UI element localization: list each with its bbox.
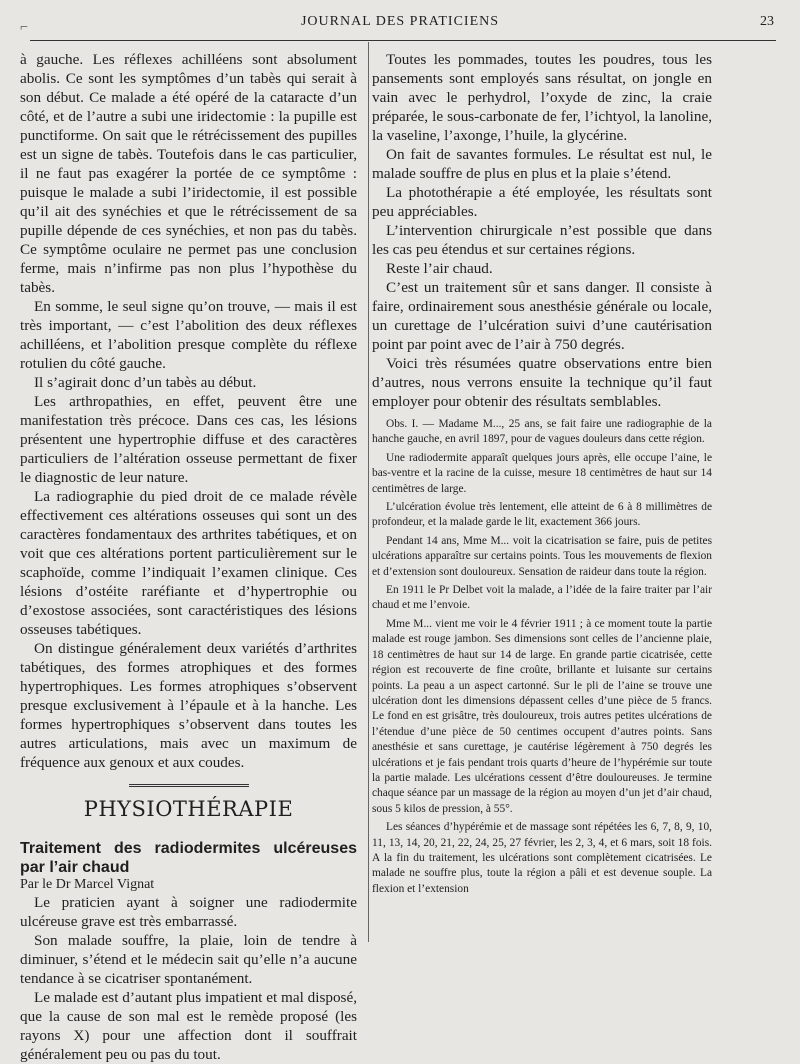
body-paragraph: On fait de savantes formules. Le résultat est nul, le malade souffre de plus en plus et la plaie s’étend. <box>372 146 712 182</box>
observation-paragraph: Une radiodermite apparaît quelques jours après, elle occupe l’aine, le bas-ventre et la racine de la cuisse, mesure 18 centimètres de haut sur 14 centimètres de large. <box>372 451 712 495</box>
right-column <box>372 50 712 897</box>
observation-paragraph: Obs. I. — Madame M..., 25 ans, se fait faire une radiographie de la hanche gauche, en avril 1897, pour de vagues douleurs dans cette région. <box>372 418 712 446</box>
body-paragraph: Les arthropathies, en effet, peuvent être une manifestation très précoce. Dans ces cas, les lésions présentent une hypertrophie diffuse et des caractères particuliers de l’altération osseuse permettant de fixer le diagnostic de leur nature. <box>20 393 357 486</box>
body-paragraph: Reste l’air chaud. <box>386 260 493 277</box>
section-divider <box>129 784 249 787</box>
observation-paragraph: Pendant 14 ans, Mme M... voit la cicatrisation se faire, puis de petites ulcérations apparaître sur certains points. Tous les mouvements de flexion et d’extension sont douloureux. Sensation de raideur dans toute la région. <box>372 534 712 578</box>
body-paragraph: En somme, le seul signe qu’on trouve, — mais il est très important, — c’est l’abolition des deux réflexes achilléens, et l’abolition presque complète du réflexe rotulien du côté gauche. <box>20 298 357 372</box>
section-title: PHYSIOTHÉRAPIE <box>83 797 294 821</box>
body-paragraph: L’intervention chirurgicale n’est possible que dans les cas peu étendus et sur certaines régions. <box>372 222 712 258</box>
column-divider <box>368 42 369 942</box>
observation-paragraph: Mme M... vient me voir le 4 février 1911 ; à ce moment toute la partie malade est rouge jambon. Ses dimensions sont celles de l’ancienne plaie, 18 centimètres de haut sur 14 de large. En grande partie cicatrisée, cette région est recouverte de fine croûte, brillante et luisante sur certains points. La peau a un aspect cartonné. Sur le pli de l’aine se trouve une ulcération dont les dimensions dépassent celles d’une pièce de 5 francs. Le fond en est grisâtre, très douloureux, trois autres petites ulcérations de l’étendue d’une pièce de 50 centimes occupent d’autres points. Sans anesthésie et sans curettage, je cautérise légèrement à 750 degrés les ulcérations et je fais pendant trois quarts d’heure de l’hypérémie sur toute la partie malade. Les ulcérations cessent d’être douloureuses. Je termine chaque séance par un massage de la région au moyen d’un jet d’air chaud, sous 5 kilos de pression, à 55°. <box>372 617 712 815</box>
body-paragraph: Il s’agirait donc d’un tabès au début. <box>34 374 257 391</box>
article-paragraph: Le malade est d’autant plus impatient et mal disposé, que la cause de son mal est le remède proposé (les rayons X) pour une affection dont il souffrait généralement peu ou pas du tout. <box>20 989 357 1063</box>
article-byline: Par le Dr Marcel Vignat <box>20 877 155 892</box>
body-paragraph: à gauche. Les réflexes achilléens sont absolument abolis. Ce sont les symptômes d’un tabès qui serait à son début. Ce malade a été opéré de la cataracte d’un côté, et de l’autre a subi une iridectomie : la pupille est punctiforme. On sait que le rétrécissement des pupilles est un signe de tabès. Toutefois dans le cas particulier, il ne faut pas exagérer la portée de ce symptôme : puisque le malade a subi l’iridectomie, il est possible qu’il ait des synéchies et que le rétrécissement de sa pupille dépende de ces synéchies, et non pas du tabès. Ce symptôme oculaire ne permet pas une conclusion ferme, mais n’infirme pas non plus l’hypothèse du tabès. <box>20 51 357 296</box>
journal-title: JOURNAL DES PRATICIENS <box>300 14 500 29</box>
observation-paragraph: Les séances d’hypérémie et de massage sont répétées les 6, 7, 8, 9, 10, 11, 13, 14, 20, 21, 22, 24, 25, 27 février, les 2, 3, 4, et 6 mars, soit 18 fois. A la fin du traitement, les ulcérations sont complètement cicatrisées. Le malade ne souffre plus, toute la région a pâli et est devenue souple. La flexion et l’extension <box>372 821 712 895</box>
article-paragraph: Le praticien ayant à soigner une radiodermite ulcéreuse grave est très embarrassé. <box>20 894 357 930</box>
body-paragraph: Voici très résumées quatre observations entre bien d’autres, nous verrons ensuite la technique qu’il faut employer pour obtenir des résultats semblables. <box>372 355 712 410</box>
page-number: 23 <box>760 14 774 29</box>
body-paragraph: On distingue généralement deux variétés d’arthrites tabétiques, des formes atrophiques et des formes hypertrophiques. Les formes atrophiques s’observent presque exclusivement à l’épaule et à la hanche. Les formes hypertrophiques s’observent dans toutes les autres articulations, mais avec un maximum de fréquence aux genoux et aux coudes. <box>20 640 357 771</box>
left-column <box>20 50 357 1064</box>
body-paragraph: La radiographie du pied droit de ce malade révèle effectivement ces altérations osseuses qui sont un des caractères fondamentaux des arthrites tabétiques, et on voit que ces altérations portent particulièrement sur le scaphoïde, comme l’indiquait l’examen clinique. Ces lésions d’ostéite raréfiante et d’hypertrophie ou d’exostose associées, sont caractéristiques des lésions osseuses tabétiques. <box>20 488 357 638</box>
body-paragraph: La photothérapie a été employée, les résultats sont peu appréciables. <box>372 184 712 220</box>
observation-paragraph: L’ulcération évolue très lentement, elle atteint de 6 à 8 millimètres de profondeur, et la malade garde le lit, exactement 366 jours. <box>372 501 712 529</box>
corner-mark: ⌐ <box>20 20 28 35</box>
article-title: Traitement des radiodermites ulcéreuses par l’air chaud <box>20 840 357 876</box>
body-paragraph: Toutes les pommades, toutes les poudres, tous les pansements sont employés sans résultat, on jongle en vain avec le perhydrol, l’oxyde de zinc, la craie préparée, le sous-carbonate de fer, l’ichtyol, la lanoline, la vaseline, l’axonge, l’huile, la glycérine. <box>372 51 712 144</box>
body-paragraph: C’est un traitement sûr et sans danger. Il consiste à faire, ordinairement sous anesthésie générale ou locale, un curettage de l’ulcération suivi d’une cautérisation point par point avec de l’air à 750 degrés. <box>372 279 712 353</box>
observation-paragraph: En 1911 le Pr Delbet voit la malade, a l’idée de la faire traiter par l’air chaud et me l’envoie. <box>372 584 712 612</box>
header-rule <box>30 40 776 41</box>
running-header <box>20 14 780 36</box>
article-paragraph: Son malade souffre, la plaie, loin de tendre à diminuer, s’étend et le médecin sait qu’elle n’a aucune tendance à se cicatriser spontanément. <box>20 932 357 987</box>
